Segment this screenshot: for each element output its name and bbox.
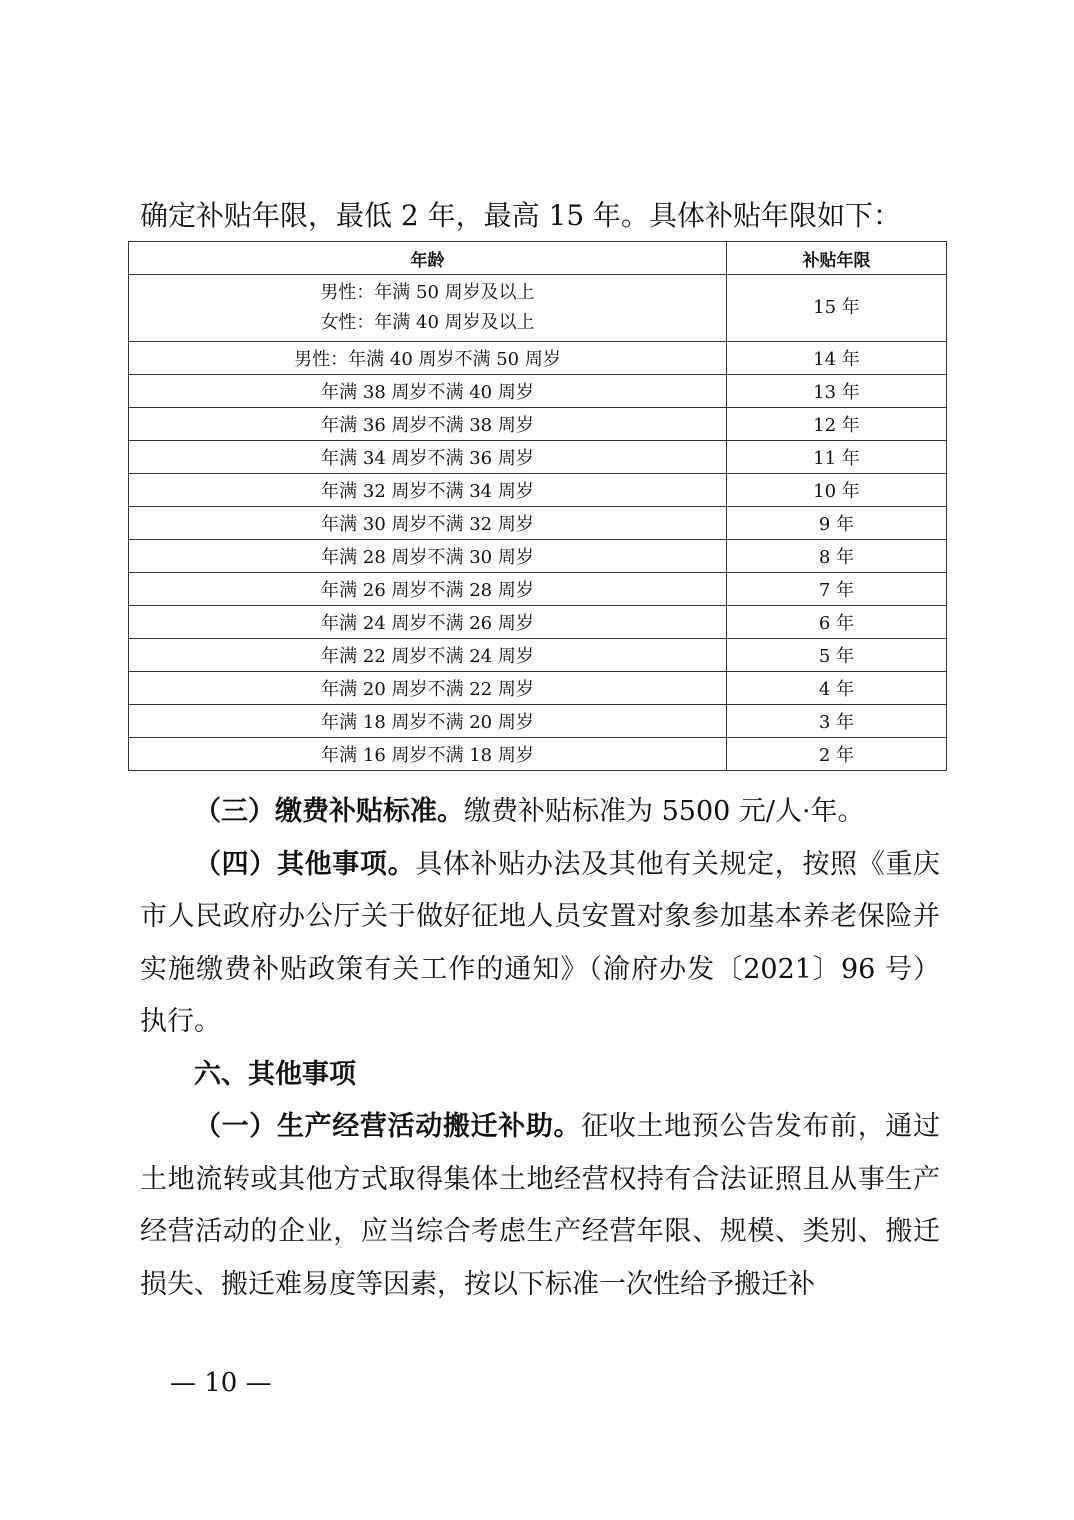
years-cell: 9 年 (727, 507, 947, 540)
age-cell: 年满 16 周岁不满 18 周岁 (129, 738, 727, 771)
age-cell: 年满 22 周岁不满 24 周岁 (129, 639, 727, 672)
table-row (129, 705, 947, 738)
table-row (129, 408, 947, 441)
age-line-female: 女性：年满 40 周岁及以上 (320, 312, 535, 333)
subsidy-years-table (128, 241, 947, 771)
years-cell: 10 年 (727, 474, 947, 507)
table-row (129, 639, 947, 672)
years-cell: 13 年 (727, 375, 947, 408)
age-cell: 年满 32 周岁不满 34 周岁 (129, 474, 727, 507)
years-cell: 4 年 (727, 672, 947, 705)
age-cell: 年满 36 周岁不满 38 周岁 (129, 408, 727, 441)
years-cell: 7 年 (727, 573, 947, 606)
table-row (129, 540, 947, 573)
age-cell: 年满 38 周岁不满 40 周岁 (129, 375, 727, 408)
table-row (129, 507, 947, 540)
paragraph-other-matters (140, 839, 940, 1049)
table-row (129, 738, 947, 771)
paragraph-heading: （三）缴费补贴标准。 (194, 796, 464, 827)
table-row (129, 573, 947, 606)
paragraph-body: 缴费补贴标准为 5500 元/人·年。 (464, 796, 865, 827)
years-cell: 3 年 (727, 705, 947, 738)
column-header-years: 补贴年限 (727, 242, 947, 275)
age-cell: 年满 28 周岁不满 30 周岁 (129, 540, 727, 573)
years-cell: 8 年 (727, 540, 947, 573)
table-row (129, 342, 947, 375)
paragraph-heading: （一）生产经营活动搬迁补助。 (194, 1111, 582, 1142)
page-number: — 10 — (170, 1368, 272, 1398)
age-cell (129, 275, 727, 342)
age-cell: 男性：年满 40 周岁不满 50 周岁 (129, 342, 727, 375)
table-row (129, 672, 947, 705)
age-cell: 年满 20 周岁不满 22 周岁 (129, 672, 727, 705)
column-header-age: 年龄 (129, 242, 727, 275)
paragraph-heading: （四）其他事项。 (194, 848, 416, 880)
table-row (129, 606, 947, 639)
years-cell: 2 年 (727, 738, 947, 771)
age-cell: 年满 18 周岁不满 20 周岁 (129, 705, 727, 738)
table-row (129, 474, 947, 507)
age-cell: 年满 26 周岁不满 28 周岁 (129, 573, 727, 606)
body-paragraphs (140, 786, 940, 1311)
years-cell: 15 年 (727, 275, 947, 342)
age-cell: 年满 24 周岁不满 26 周岁 (129, 606, 727, 639)
table-header-row (129, 242, 947, 275)
years-cell: 6 年 (727, 606, 947, 639)
years-cell: 5 年 (727, 639, 947, 672)
paragraph-body: 具体补贴办法及其他有关规定，按照《重庆市人民政府办公厅关于做好征地人员安置对象参加基本养老保险并实施缴费补贴政策有关工作的通知》（渝府办发〔2021〕96 号）执行。 (140, 848, 941, 1037)
paragraph-relocation-subsidy (140, 1101, 940, 1311)
years-cell: 14 年 (727, 342, 947, 375)
age-line-male: 男性：年满 50 周岁及以上 (320, 282, 535, 303)
age-cell: 年满 34 周岁不满 36 周岁 (129, 441, 727, 474)
paragraph-contribution-standard (140, 786, 940, 839)
years-cell: 12 年 (727, 408, 947, 441)
table-row (129, 441, 947, 474)
section-heading: 六、其他事项 (194, 1058, 356, 1090)
age-cell: 年满 30 周岁不满 32 周岁 (129, 507, 727, 540)
intro-text: 确定补贴年限，最低 2 年，最高 15 年。具体补贴年限如下： (140, 199, 902, 232)
table-row (129, 275, 947, 342)
years-cell: 11 年 (727, 441, 947, 474)
paragraph-body: 征收土地预公告发布前，通过土地流转或其他方式取得集体土地经营权持有合法证照且从事生产经营活动的企业，应当综合考虑生产经营年限、规模、类别、搬迁损失、搬迁难易度等因素，按以下标准一次性给予搬迁补 (140, 1111, 941, 1300)
table-row (129, 375, 947, 408)
